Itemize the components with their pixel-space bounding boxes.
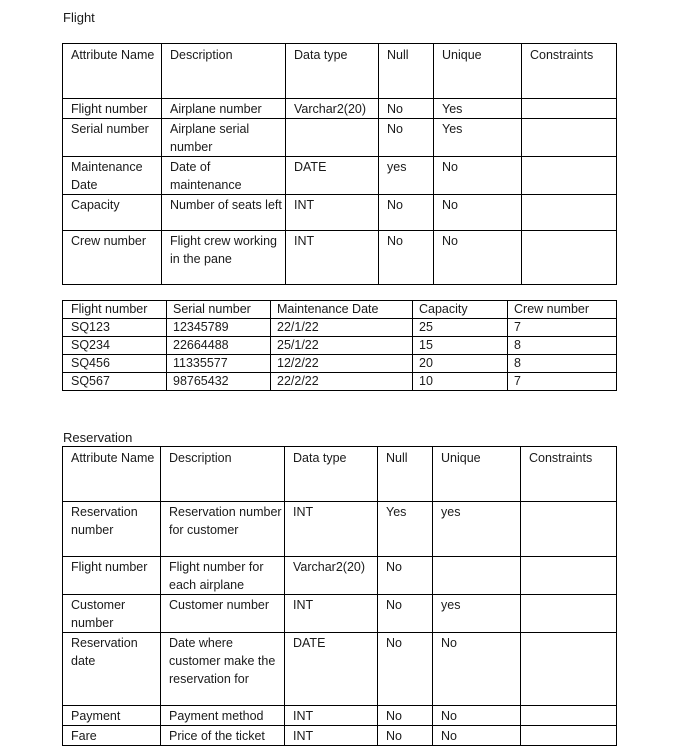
header-maintenance-date: Maintenance Date (271, 301, 413, 319)
header-attribute-name: Attribute Name (63, 44, 162, 99)
header-data-type: Data type (285, 447, 378, 502)
flight-number-cell: SQ123 (63, 319, 167, 337)
description-cell: Number of seats left (162, 195, 286, 231)
constraints-cell (521, 502, 617, 557)
attribute-cell: Fare (63, 726, 161, 746)
flight-section-title: Flight (63, 10, 95, 25)
constraints-cell (521, 706, 617, 726)
data-type-cell: INT (286, 195, 379, 231)
table-row (63, 726, 617, 746)
table-row (63, 502, 617, 557)
reservation-section-title: Reservation (63, 430, 133, 445)
flight-schema-table (62, 43, 617, 285)
capacity-cell: 15 (413, 337, 508, 355)
description-cell: Reservation number for customer (161, 502, 285, 557)
serial-number-cell: 11335577 (167, 355, 271, 373)
data-type-cell: Varchar2(20) (285, 557, 378, 595)
unique-cell: No (434, 157, 522, 195)
description-cell: Airplane number (162, 99, 286, 119)
table-row (63, 157, 617, 195)
constraints-cell (521, 633, 617, 706)
data-type-cell: Varchar2(20) (286, 99, 379, 119)
attribute-cell: Reservation date (63, 633, 161, 706)
header-constraints: Constraints (522, 44, 617, 99)
attribute-cell: Flight number (63, 99, 162, 119)
flight-number-cell: SQ234 (63, 337, 167, 355)
header-capacity: Capacity (413, 301, 508, 319)
description-cell: Price of the ticket (161, 726, 285, 746)
table-row (63, 319, 617, 337)
data-type-cell: INT (285, 726, 378, 746)
data-type-cell: INT (285, 706, 378, 726)
constraints-cell (521, 726, 617, 746)
header-flight-number: Flight number (63, 301, 167, 319)
serial-number-cell: 98765432 (167, 373, 271, 391)
constraints-cell (521, 557, 617, 595)
null-cell: No (379, 119, 434, 157)
header-crew-number: Crew number (508, 301, 617, 319)
attribute-cell: Maintenance Date (63, 157, 162, 195)
null-cell: yes (379, 157, 434, 195)
table-row (63, 231, 617, 285)
null-cell: No (379, 231, 434, 285)
constraints-cell (522, 119, 617, 157)
reservation-schema-header-row (63, 447, 617, 502)
attribute-cell: Serial number (63, 119, 162, 157)
serial-number-cell: 22664488 (167, 337, 271, 355)
crew-number-cell: 8 (508, 355, 617, 373)
unique-cell: No (433, 726, 521, 746)
table-row (63, 355, 617, 373)
null-cell: No (378, 633, 433, 706)
description-cell: Flight crew working in the pane (162, 231, 286, 285)
unique-cell: No (433, 633, 521, 706)
serial-number-cell: 12345789 (167, 319, 271, 337)
flight-number-cell: SQ456 (63, 355, 167, 373)
header-null: Null (378, 447, 433, 502)
constraints-cell (522, 99, 617, 119)
unique-cell: No (434, 231, 522, 285)
attribute-cell: Flight number (63, 557, 161, 595)
table-row (63, 99, 617, 119)
maintenance-date-cell: 12/2/22 (271, 355, 413, 373)
data-type-cell: INT (286, 231, 379, 285)
flight-schema-header-row (63, 44, 617, 99)
description-cell: Date where customer make the reservation for (161, 633, 285, 706)
capacity-cell: 20 (413, 355, 508, 373)
data-type-cell: INT (285, 595, 378, 633)
description-cell: Customer number (161, 595, 285, 633)
attribute-cell: Crew number (63, 231, 162, 285)
flight-data-header-row (63, 301, 617, 319)
flight-number-cell: SQ567 (63, 373, 167, 391)
null-cell: No (378, 726, 433, 746)
crew-number-cell: 8 (508, 337, 617, 355)
data-type-cell: INT (285, 502, 378, 557)
crew-number-cell: 7 (508, 373, 617, 391)
table-row (63, 595, 617, 633)
attribute-cell: Reservation number (63, 502, 161, 557)
capacity-cell: 10 (413, 373, 508, 391)
unique-cell: No (433, 706, 521, 726)
header-unique: Unique (433, 447, 521, 502)
null-cell: No (378, 706, 433, 726)
maintenance-date-cell: 22/2/22 (271, 373, 413, 391)
capacity-cell: 25 (413, 319, 508, 337)
data-type-cell: DATE (286, 157, 379, 195)
table-row (63, 119, 617, 157)
table-row (63, 195, 617, 231)
unique-cell: No (434, 195, 522, 231)
attribute-cell: Capacity (63, 195, 162, 231)
header-description: Description (161, 447, 285, 502)
data-type-cell: DATE (285, 633, 378, 706)
table-row (63, 633, 617, 706)
constraints-cell (522, 195, 617, 231)
description-cell: Payment method (161, 706, 285, 726)
header-attribute-name: Attribute Name (63, 447, 161, 502)
constraints-cell (522, 157, 617, 195)
table-row (63, 373, 617, 391)
description-cell: Airplane serial number (162, 119, 286, 157)
null-cell: No (379, 195, 434, 231)
header-data-type: Data type (286, 44, 379, 99)
table-row (63, 337, 617, 355)
constraints-cell (521, 595, 617, 633)
description-cell: Date of maintenance (162, 157, 286, 195)
description-cell: Flight number for each airplane (161, 557, 285, 595)
table-row (63, 706, 617, 726)
maintenance-date-cell: 25/1/22 (271, 337, 413, 355)
null-cell: No (379, 99, 434, 119)
unique-cell: Yes (434, 99, 522, 119)
header-unique: Unique (434, 44, 522, 99)
null-cell: Yes (378, 502, 433, 557)
null-cell: No (378, 557, 433, 595)
maintenance-date-cell: 22/1/22 (271, 319, 413, 337)
table-row (63, 557, 617, 595)
header-null: Null (379, 44, 434, 99)
header-serial-number: Serial number (167, 301, 271, 319)
flight-data-table (62, 300, 617, 391)
constraints-cell (522, 231, 617, 285)
unique-cell: yes (433, 595, 521, 633)
header-constraints: Constraints (521, 447, 617, 502)
attribute-cell: Customer number (63, 595, 161, 633)
header-description: Description (162, 44, 286, 99)
unique-cell: Yes (434, 119, 522, 157)
reservation-schema-table (62, 446, 617, 746)
attribute-cell: Payment (63, 706, 161, 726)
unique-cell (433, 557, 521, 595)
crew-number-cell: 7 (508, 319, 617, 337)
unique-cell: yes (433, 502, 521, 557)
null-cell: No (378, 595, 433, 633)
data-type-cell (286, 119, 379, 157)
